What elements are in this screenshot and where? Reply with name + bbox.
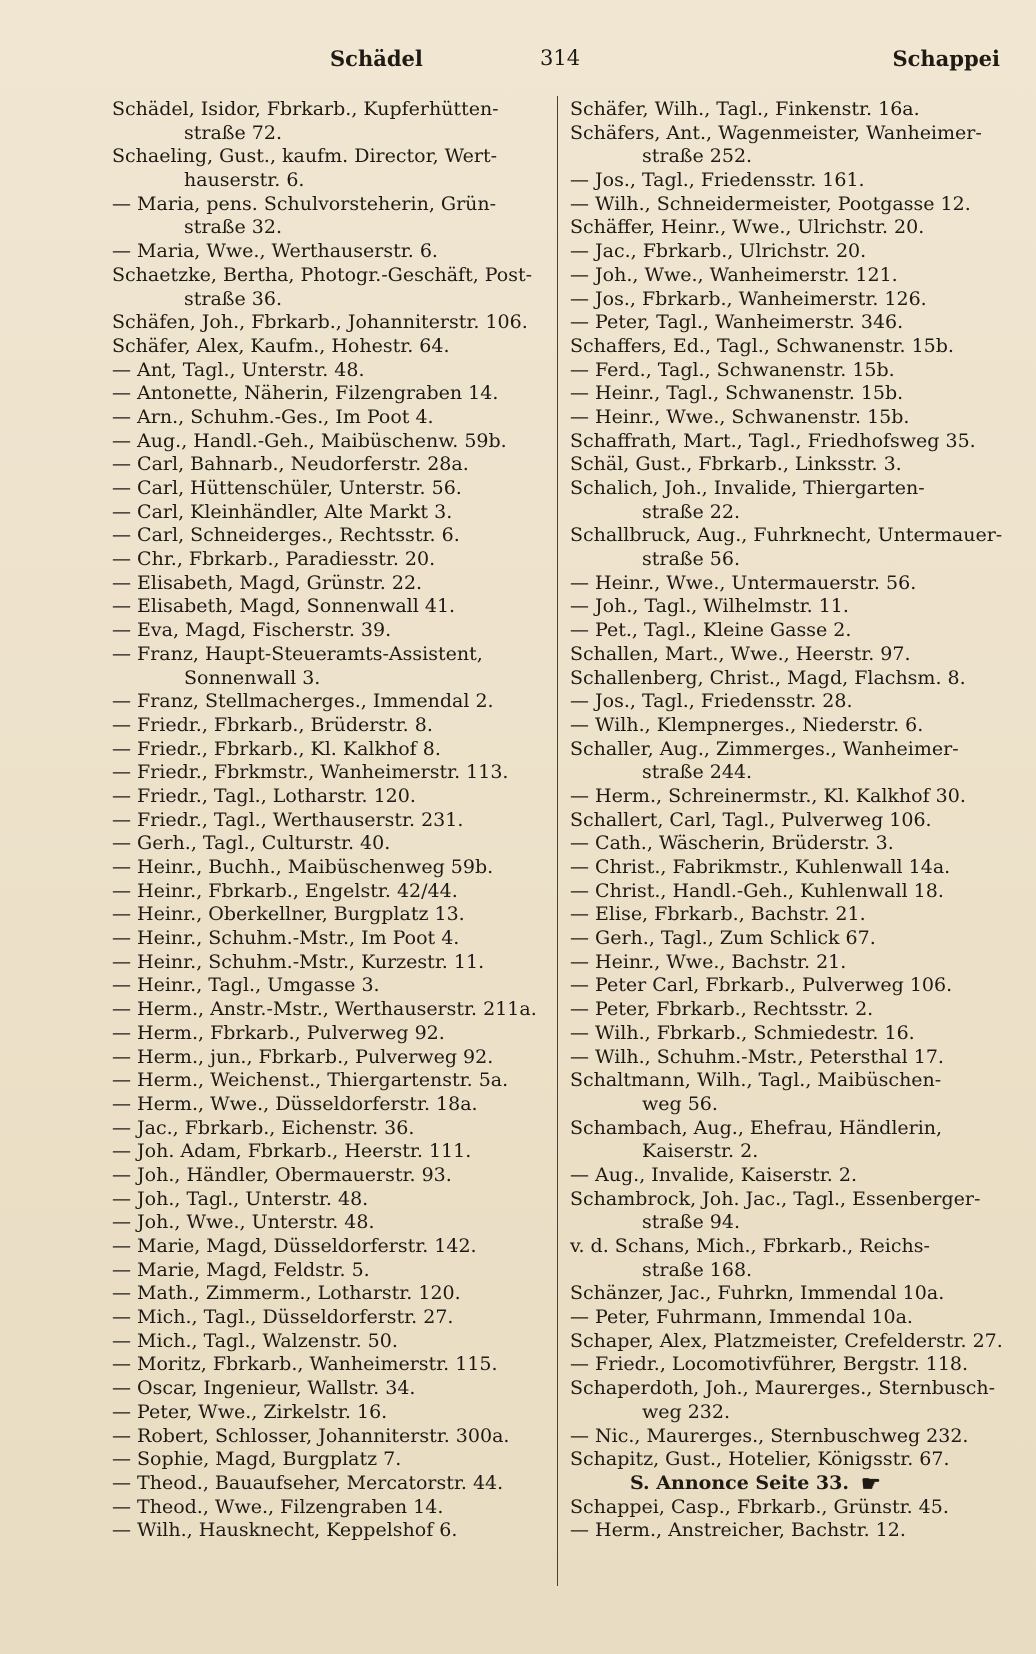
entry-text: — Heinr., Schuhm.-Mstr., Im Poot 4. bbox=[112, 927, 460, 950]
directory-entry-line bbox=[570, 169, 1000, 193]
entry-text: — Arn., Schuhm.-Ges., Im Poot 4. bbox=[112, 405, 434, 428]
directory-entry-line bbox=[112, 1117, 542, 1141]
entry-text: — Franz, Stellmacherges., Immendal 2. bbox=[112, 690, 494, 713]
entry-text: Schambrock, Joh. Jac., Tagl., Essenberger- bbox=[570, 1187, 981, 1210]
entry-text: Schädel, Isidor, Fbrkarb., Kupferhütten- bbox=[112, 98, 499, 120]
entry-text: — Herm., Schreinermstr., Kl. Kalkhof 30. bbox=[570, 784, 966, 807]
directory-entry-line bbox=[112, 1069, 542, 1093]
directory-entry-line bbox=[112, 1211, 542, 1235]
directory-entry-line bbox=[112, 1046, 542, 1070]
right-column bbox=[570, 98, 1003, 1543]
directory-entry-line bbox=[112, 785, 542, 809]
left-column bbox=[112, 98, 542, 1543]
directory-entry-line bbox=[112, 1306, 542, 1330]
entry-text: weg 56. bbox=[642, 1092, 718, 1115]
entry-text: — Ant, Tagl., Unterstr. 48. bbox=[112, 358, 365, 381]
entry-text: — Friedr., Fbrkarb., Kl. Kalkhof 8. bbox=[112, 737, 441, 760]
directory-entry-line bbox=[570, 595, 1000, 619]
directory-entry-line bbox=[112, 1519, 542, 1543]
entry-text: — Carl, Schneiderges., Rechtsstr. 6. bbox=[112, 524, 460, 547]
directory-entry-line bbox=[570, 453, 1000, 477]
entry-text: — Mich., Tagl., Walzenstr. 50. bbox=[112, 1329, 398, 1352]
directory-entry-line bbox=[570, 1329, 1003, 1354]
directory-entry-line bbox=[112, 216, 542, 240]
entry-text: — Robert, Schlosser, Johanniterstr. 300a. bbox=[112, 1424, 510, 1447]
entry-text: — Peter, Fuhrmann, Immendal 10a. bbox=[570, 1306, 913, 1329]
entry-text: Schäfers, Ant., Wagenmeister, Wanheimer- bbox=[570, 121, 982, 144]
directory-entry-line bbox=[570, 1496, 1000, 1520]
directory-entry-line bbox=[570, 951, 1000, 975]
entry-text: — Heinr., Wwe., Bachstr. 21. bbox=[570, 950, 847, 973]
entry-text: — Heinr., Tagl., Schwanenstr. 15b. bbox=[570, 382, 904, 405]
directory-entry-line bbox=[570, 667, 1000, 691]
directory-entry-line bbox=[570, 1022, 1000, 1046]
header-last-entry: Schappei bbox=[892, 46, 1000, 71]
entry-text: Schallert, Carl, Tagl., Pulverweg 106. bbox=[570, 808, 932, 831]
directory-entry-line bbox=[112, 951, 542, 975]
directory-entry-line bbox=[570, 690, 1000, 714]
directory-entry-line bbox=[112, 524, 542, 548]
directory-entry-line bbox=[570, 1117, 1000, 1141]
directory-entry-line bbox=[570, 240, 1000, 264]
directory-entry-line bbox=[112, 1377, 542, 1401]
directory-entry-line bbox=[112, 288, 542, 312]
entry-text: — Marie, Magd, Feldstr. 5. bbox=[112, 1258, 370, 1281]
directory-entry-line bbox=[112, 667, 542, 691]
entry-text: straße 56. bbox=[642, 548, 740, 571]
directory-entry-line bbox=[112, 264, 542, 288]
directory-entry-line bbox=[112, 690, 542, 714]
directory-entry-line bbox=[112, 359, 542, 383]
entry-text: straße 22. bbox=[642, 500, 740, 523]
entry-text: — Joh. Adam, Fbrkarb., Heerstr. 111. bbox=[112, 1140, 472, 1163]
entry-text: — Elise, Fbrkarb., Bachstr. 21. bbox=[570, 903, 866, 926]
entry-text: — Maria, pens. Schulvorsteherin, Grün- bbox=[112, 192, 497, 215]
entry-text: Schäfen, Joh., Fbrkarb., Johanniterstr. 106. bbox=[112, 311, 528, 334]
directory-entry-line bbox=[112, 974, 542, 998]
directory-entry-line bbox=[112, 643, 542, 667]
entry-text: — Oscar, Ingenieur, Wallstr. 34. bbox=[112, 1377, 416, 1400]
entry-text: — Carl, Kleinhändler, Alte Markt 3. bbox=[112, 500, 453, 523]
directory-entry-line bbox=[112, 1164, 542, 1188]
directory-entry-line bbox=[112, 311, 542, 335]
entry-text: — Jos., Tagl., Friedensstr. 161. bbox=[570, 169, 865, 192]
directory-entry-line bbox=[570, 1235, 1000, 1259]
directory-entry-line bbox=[112, 1235, 542, 1259]
entry-text: — Math., Zimmerm., Lotharstr. 120. bbox=[112, 1282, 461, 1305]
entry-text: — Jos., Fbrkarb., Wanheimerstr. 126. bbox=[570, 287, 927, 310]
directory-entry-line bbox=[570, 856, 1000, 880]
entry-text: Schallenberg, Christ., Magd, Flachsm. 8. bbox=[570, 666, 966, 689]
entry-text: — Wilh., Schuhm.-Mstr., Petersthal 17. bbox=[570, 1045, 944, 1068]
directory-entry-line bbox=[570, 477, 1000, 501]
directory-entry-line bbox=[570, 785, 1000, 809]
entry-text: — Gerh., Tagl., Zum Schlick 67. bbox=[570, 927, 876, 950]
entry-text: Schäl, Gust., Fbrkarb., Linksstr. 3. bbox=[570, 453, 902, 476]
entry-text: Schaper, Alex, Platzmeister, Crefelderstr. 27. bbox=[570, 1329, 1003, 1352]
entry-text: — Heinr., Oberkellner, Burgplatz 13. bbox=[112, 903, 465, 926]
entry-text: Schalich, Joh., Invalide, Thiergarten- bbox=[570, 477, 925, 499]
directory-entry-line bbox=[570, 619, 1000, 643]
page-header bbox=[120, 46, 1000, 86]
entry-text: — Theod., Wwe., Filzengraben 14. bbox=[112, 1495, 444, 1518]
entry-text: — Wilh., Klempnerges., Niederstr. 6. bbox=[570, 713, 924, 736]
directory-entry-line bbox=[112, 1448, 542, 1472]
entry-text: — Herm., Fbrkarb., Pulverweg 92. bbox=[112, 1021, 445, 1044]
directory-entry-line bbox=[570, 1306, 1000, 1330]
entry-text: — Heinr., Buchh., Maibüschenweg 59b. bbox=[112, 856, 494, 878]
directory-entry-line bbox=[570, 311, 1000, 335]
entry-text: — Nic., Maurerges., Sternbuschweg 232. bbox=[570, 1424, 969, 1447]
column-divider bbox=[557, 96, 558, 1586]
directory-entry-line bbox=[112, 880, 542, 904]
entry-text: — Heinr., Tagl., Umgasse 3. bbox=[112, 974, 380, 997]
entry-text: Schambach, Aug., Ehefrau, Händlerin, bbox=[570, 1116, 943, 1139]
entry-text: — Ferd., Tagl., Schwanenstr. 15b. bbox=[570, 358, 895, 381]
directory-entry-line bbox=[570, 1448, 1000, 1472]
directory-entry-line bbox=[570, 1401, 1000, 1425]
entry-text: — Jos., Tagl., Friedensstr. 28. bbox=[570, 690, 853, 713]
entry-text: — Heinr., Wwe., Schwanenstr. 15b. bbox=[570, 405, 910, 428]
directory-entry-line bbox=[112, 1472, 542, 1496]
entry-text: Schallbruck, Aug., Fuhrknecht, Untermauer- bbox=[570, 524, 1003, 547]
directory-entry-line bbox=[570, 1211, 1000, 1235]
directory-entry-line bbox=[112, 619, 542, 643]
entry-text: Schäfer, Wilh., Tagl., Finkenstr. 16a. bbox=[570, 98, 920, 120]
directory-entry-line bbox=[112, 809, 542, 833]
directory-entry-line bbox=[112, 1401, 542, 1425]
entry-text: — Jac., Fbrkarb., Ulrichstr. 20. bbox=[570, 240, 867, 263]
entry-text: Schänzer, Jac., Fuhrkn, Immendal 10a. bbox=[570, 1282, 945, 1305]
directory-entry-line bbox=[570, 1377, 1000, 1401]
entry-text: — Marie, Magd, Düsseldorferstr. 142. bbox=[112, 1235, 477, 1257]
entry-text: straße 252. bbox=[642, 145, 753, 168]
entry-text: — Peter, Tagl., Wanheimerstr. 346. bbox=[570, 311, 904, 334]
directory-entry-line bbox=[112, 998, 542, 1022]
directory-entry-line bbox=[570, 809, 1000, 833]
directory-entry-line bbox=[112, 832, 542, 856]
entry-text: — Chr., Fbrkarb., Paradiesstr. 20. bbox=[112, 548, 436, 571]
directory-entry-line bbox=[570, 572, 1000, 596]
entry-text: — Herm., Anstreicher, Bachstr. 12. bbox=[570, 1519, 906, 1542]
entry-text: — Heinr., Wwe., Untermauerstr. 56. bbox=[570, 571, 917, 594]
entry-text: straße 94. bbox=[642, 1211, 740, 1234]
directory-entry-line bbox=[112, 738, 542, 762]
directory-entry-line bbox=[112, 1496, 542, 1520]
directory-entry-line bbox=[112, 856, 542, 880]
directory-entry-line bbox=[112, 548, 542, 572]
entry-text: straße 72. bbox=[184, 121, 282, 144]
directory-entry-line bbox=[570, 524, 1003, 548]
directory-entry-line bbox=[112, 145, 542, 169]
entry-text: — Christ., Fabrikmstr., Kuhlenwall 14a. bbox=[570, 856, 951, 878]
entry-text: — Carl, Hüttenschüler, Unterstr. 56. bbox=[112, 477, 462, 499]
entry-text: — Joh., Tagl., Unterstr. 48. bbox=[112, 1187, 369, 1210]
entry-text: — Peter, Fbrkarb., Rechtsstr. 2. bbox=[570, 998, 874, 1021]
entry-text: Schaperdoth, Joh., Maurerges., Sternbusch- bbox=[570, 1377, 996, 1400]
directory-entry-line bbox=[570, 714, 1000, 738]
entry-text: — Friedr., Tagl., Lotharstr. 120. bbox=[112, 784, 416, 807]
entry-text: — Herm., Wwe., Düsseldorferstr. 18a. bbox=[112, 1092, 478, 1115]
directory-entry-line bbox=[112, 169, 542, 193]
page-number: 314 bbox=[540, 46, 581, 70]
entry-text: straße 36. bbox=[184, 287, 282, 310]
entry-text: — Joh., Tagl., Wilhelmstr. 11. bbox=[570, 595, 849, 618]
directory-entry-line bbox=[112, 193, 542, 217]
directory-entry-line bbox=[570, 1425, 1000, 1449]
directory-entry-line bbox=[570, 832, 1000, 856]
directory-entry-line bbox=[112, 453, 542, 477]
directory-entry-line bbox=[570, 216, 1000, 240]
entry-text: — Aug., Invalide, Kaiserstr. 2. bbox=[570, 1163, 857, 1186]
directory-entry-line bbox=[570, 1046, 1000, 1070]
directory-entry-line bbox=[112, 1353, 542, 1377]
entry-text: — Heinr., Schuhm.-Mstr., Kurzestr. 11. bbox=[112, 950, 485, 973]
entry-text: Kaiserstr. 2. bbox=[642, 1140, 759, 1163]
pointing-hand-icon: ☛ bbox=[860, 1470, 881, 1497]
directory-entry-line bbox=[112, 1022, 542, 1046]
entry-text: — Friedr., Tagl., Werthauserstr. 231. bbox=[112, 808, 464, 831]
directory-entry-line bbox=[570, 1093, 1000, 1117]
directory-entry-line bbox=[112, 430, 542, 454]
directory-entry-line bbox=[570, 761, 1000, 785]
directory-entry-line bbox=[570, 1164, 1000, 1188]
directory-entry-line bbox=[570, 145, 1000, 169]
directory-entry-line bbox=[570, 998, 1000, 1022]
directory-entry-line bbox=[570, 880, 1000, 904]
directory-entry-line bbox=[570, 974, 1000, 998]
directory-entry-line bbox=[112, 1093, 542, 1117]
entry-text: — Joh., Wwe., Unterstr. 48. bbox=[112, 1211, 375, 1234]
directory-entry-line bbox=[112, 382, 542, 406]
directory-entry-line bbox=[570, 98, 1000, 122]
directory-entry-line bbox=[112, 761, 542, 785]
directory-entry-line bbox=[570, 927, 1000, 951]
entry-text: — Friedr., Fbrkmstr., Wanheimerstr. 113. bbox=[112, 761, 509, 784]
directory-entry-line bbox=[570, 122, 1000, 146]
entry-text: — Mich., Tagl., Düsseldorferstr. 27. bbox=[112, 1306, 454, 1329]
entry-text: — Peter Carl, Fbrkarb., Pulverweg 106. bbox=[570, 974, 953, 997]
entry-text: — Herm., Anstr.-Mstr., Werthauserstr. 211a. bbox=[112, 998, 537, 1021]
entry-text: — Franz, Haupt-Steueramts-Assistent, bbox=[112, 642, 483, 665]
entry-text: Schaffrath, Mart., Tagl., Friedhofsweg 35. bbox=[570, 429, 976, 452]
entry-text: — Eva, Magd, Fischerstr. 39. bbox=[112, 619, 392, 642]
entry-text: — Wilh., Fbrkarb., Schmiedestr. 16. bbox=[570, 1021, 915, 1044]
entry-text: — Elisabeth, Magd, Grünstr. 22. bbox=[112, 571, 423, 594]
directory-entry-line bbox=[570, 359, 1000, 383]
annonce-reference bbox=[570, 1472, 1000, 1496]
directory-entry-line bbox=[570, 903, 1000, 927]
entry-text: Schaller, Aug., Zimmerges., Wanheimer- bbox=[570, 737, 959, 760]
entry-text: Schappei, Casp., Fbrkarb., Grünstr. 45. bbox=[570, 1495, 949, 1518]
entry-text: Schaltmann, Wilh., Tagl., Maibüschen- bbox=[570, 1069, 942, 1092]
entry-text: — Cath., Wäscherin, Brüderstr. 3. bbox=[570, 832, 894, 855]
entry-text: Schaetzke, Bertha, Photogr.-Geschäft, Post- bbox=[112, 263, 533, 286]
directory-entry-line bbox=[570, 1069, 1000, 1093]
entry-text: — Pet., Tagl., Kleine Gasse 2. bbox=[570, 619, 852, 642]
directory-entry-line bbox=[570, 406, 1000, 430]
directory-entry-line bbox=[570, 430, 1000, 454]
entry-text: — Jac., Fbrkarb., Eichenstr. 36. bbox=[112, 1116, 415, 1139]
entry-text: Schäffer, Heinr., Wwe., Ulrichstr. 20. bbox=[570, 216, 925, 239]
directory-entry-line bbox=[112, 1425, 542, 1449]
directory-entry-line bbox=[570, 738, 1000, 762]
entry-text: — Gerh., Tagl., Culturstr. 40. bbox=[112, 832, 391, 855]
entry-text: Sonnenwall 3. bbox=[184, 666, 321, 689]
directory-entry-line bbox=[112, 1282, 542, 1306]
directory-entry-line bbox=[112, 927, 542, 951]
directory-entry-line bbox=[570, 193, 1000, 217]
directory-entry-line bbox=[112, 240, 542, 264]
entry-text: — Wilh., Schneidermeister, Pootgasse 12. bbox=[570, 192, 971, 215]
entry-text: — Friedr., Locomotivführer, Bergstr. 118. bbox=[570, 1353, 969, 1376]
directory-entry-line bbox=[570, 1519, 1000, 1543]
directory-entry-line bbox=[112, 1330, 542, 1354]
directory-entry-line bbox=[570, 1353, 1000, 1377]
header-first-entry: Schädel bbox=[330, 46, 423, 71]
entry-text: — Herm., Weichenst., Thiergartenstr. 5a. bbox=[112, 1069, 509, 1092]
directory-entry-line bbox=[112, 1259, 542, 1283]
directory-entry-line bbox=[112, 98, 542, 122]
entry-text: S. Annonce Seite 33. bbox=[630, 1471, 849, 1494]
entry-text: straße 168. bbox=[642, 1258, 753, 1281]
entry-text: — Christ., Handl.-Geh., Kuhlenwall 18. bbox=[570, 879, 944, 902]
entry-text: Schapitz, Gust., Hotelier, Königsstr. 67. bbox=[570, 1448, 950, 1471]
entry-text: — Elisabeth, Magd, Sonnenwall 41. bbox=[112, 595, 456, 618]
entry-text: — Joh., Wwe., Wanheimerstr. 121. bbox=[570, 263, 898, 286]
entry-text: Schäfer, Alex, Kaufm., Hohestr. 64. bbox=[112, 334, 450, 357]
entry-text: — Joh., Händler, Obermauerstr. 93. bbox=[112, 1163, 452, 1186]
entry-text: weg 232. bbox=[642, 1400, 731, 1423]
entry-text: — Heinr., Fbrkarb., Engelstr. 42/44. bbox=[112, 879, 458, 902]
directory-entry-line bbox=[570, 1259, 1000, 1283]
entry-text: Schallen, Mart., Wwe., Heerstr. 97. bbox=[570, 642, 911, 665]
entry-text: straße 32. bbox=[184, 216, 282, 239]
directory-entry-line bbox=[570, 335, 1000, 359]
directory-entry-line bbox=[570, 382, 1000, 406]
directory-entry-line bbox=[570, 264, 1000, 288]
directory-entry-line bbox=[570, 1188, 1000, 1212]
directory-entry-line bbox=[112, 903, 542, 927]
entry-text: Schaeling, Gust., kaufm. Director, Wert- bbox=[112, 145, 498, 168]
entry-text: — Friedr., Fbrkarb., Brüderstr. 8. bbox=[112, 713, 433, 736]
directory-entry-line bbox=[570, 548, 1000, 572]
entry-text: v. d. Schans, Mich., Fbrkarb., Reichs- bbox=[570, 1235, 930, 1257]
directory-entry-line bbox=[112, 335, 542, 359]
entry-text: — Moritz, Fbrkarb., Wanheimerstr. 115. bbox=[112, 1353, 498, 1376]
entry-text: — Aug., Handl.-Geh., Maibüschenw. 59b. bbox=[112, 429, 507, 452]
directory-entry-line bbox=[112, 1188, 542, 1212]
directory-entry-line bbox=[112, 501, 542, 525]
directory-entry-line bbox=[112, 122, 542, 146]
entry-text: hauserstr. 6. bbox=[184, 169, 305, 192]
entry-text: — Peter, Wwe., Zirkelstr. 16. bbox=[112, 1400, 388, 1423]
entry-text: — Wilh., Hausknecht, Keppelshof 6. bbox=[112, 1519, 458, 1542]
directory-entry-line bbox=[112, 572, 542, 596]
entry-text: — Sophie, Magd, Burgplatz 7. bbox=[112, 1448, 402, 1471]
directory-entry-line bbox=[570, 643, 1000, 667]
directory-entry-line bbox=[112, 477, 542, 501]
directory-entry-line bbox=[112, 714, 542, 738]
entry-text: straße 244. bbox=[642, 761, 753, 784]
entry-text: Schaffers, Ed., Tagl., Schwanenstr. 15b. bbox=[570, 334, 954, 357]
directory-entry-line bbox=[570, 288, 1000, 312]
entry-text: — Antonette, Näherin, Filzengraben 14. bbox=[112, 382, 499, 405]
entry-text: — Carl, Bahnarb., Neudorferstr. 28a. bbox=[112, 453, 469, 476]
entry-text: — Herm., jun., Fbrkarb., Pulverweg 92. bbox=[112, 1045, 494, 1068]
directory-entry-line bbox=[570, 1282, 1000, 1306]
directory-entry-line bbox=[112, 1140, 542, 1164]
directory-entry-line bbox=[112, 406, 542, 430]
directory-entry-line bbox=[570, 1140, 1000, 1164]
entry-text: — Maria, Wwe., Werthauserstr. 6. bbox=[112, 240, 438, 263]
directory-entry-line bbox=[112, 595, 542, 619]
directory-entry-line bbox=[570, 501, 1000, 525]
entry-text: — Theod., Bauaufseher, Mercatorstr. 44. bbox=[112, 1471, 504, 1494]
